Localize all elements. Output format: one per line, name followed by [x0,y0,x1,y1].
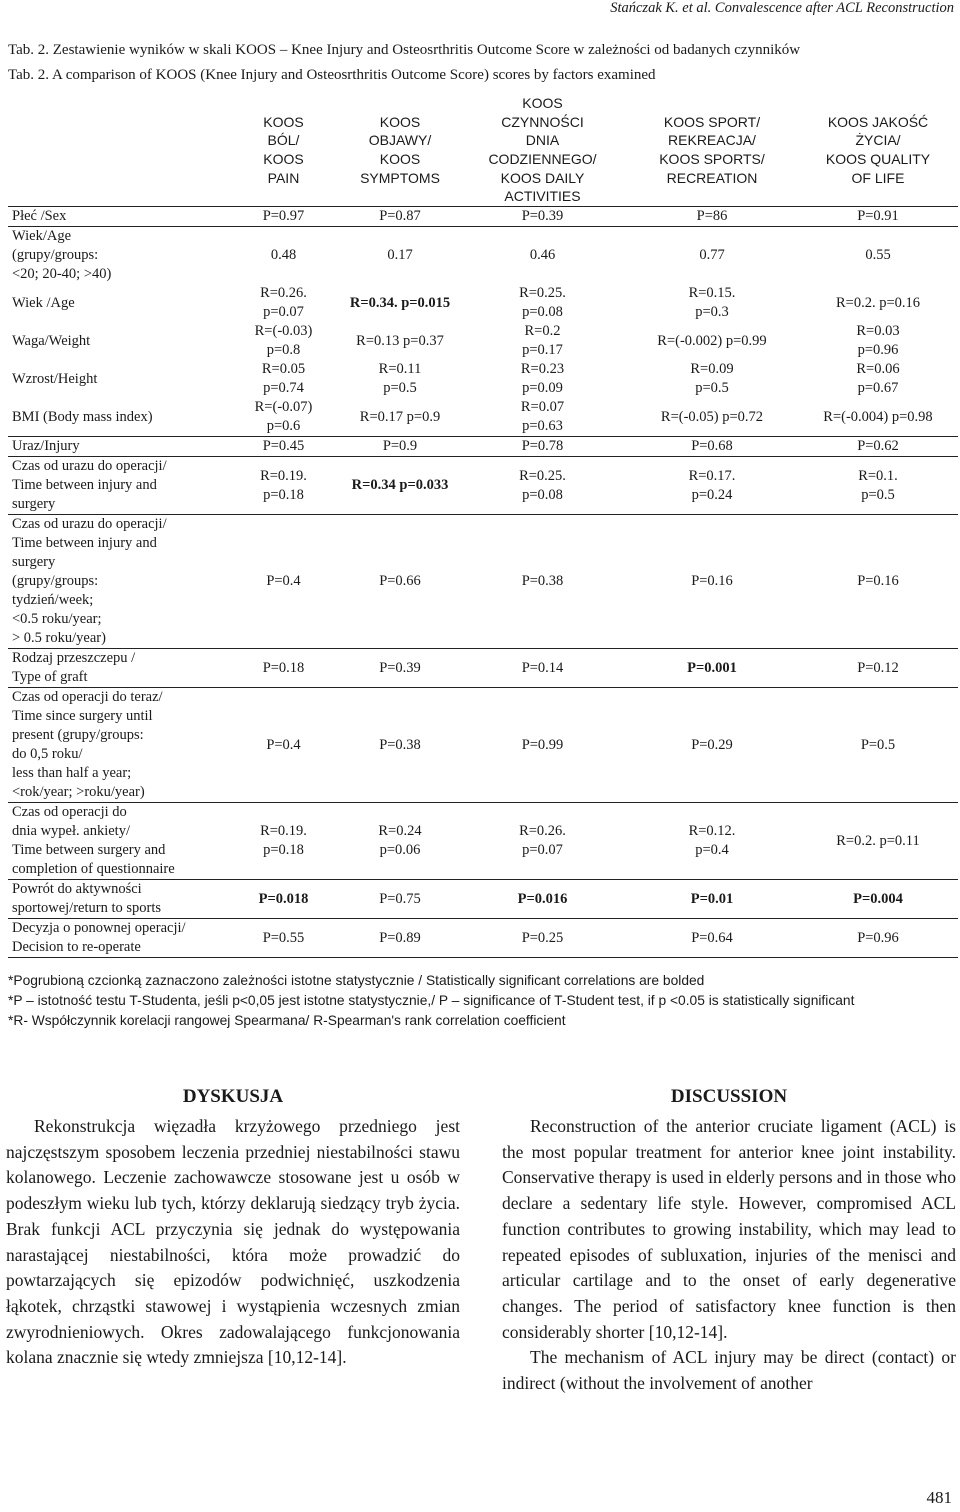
row-label-line: Waga/Weight [12,332,91,349]
cell-value: P=0.66 [379,573,421,589]
table-caption-english: Tab. 2. A comparison of KOOS (Knee Injury and Osteosrthritis Outcome Score) scores by factors examined [8,67,656,83]
column-header-line: OBJAWY/ [368,132,432,149]
row-label-line: Powrót do aktywności [12,881,142,897]
column-header [341,94,459,207]
column-header-line: KOOS QUALITY [825,151,931,167]
page-number: 481 [926,1488,952,1507]
column-header-line: KOOS [263,113,304,130]
table-cell [626,803,798,880]
row-label-line: less than half a year; [12,765,132,781]
table-row [8,688,958,803]
row-label-line: Płeć /Sex [12,208,67,224]
cell-value: p=0.06 [379,842,421,858]
row-label-line: Czas od operacji do teraz/ [12,689,163,705]
table-header-row [8,94,958,207]
table-cell [798,457,958,515]
table-cell [626,688,798,803]
table-row [8,207,958,227]
cell-value: R=0.25. [519,285,566,301]
table-cell [341,457,459,515]
table-cell [626,919,798,958]
row-label-line: surgery [12,496,56,512]
cell-value: R=0.23 [520,361,565,377]
table-cell [798,398,958,437]
cell-value: P=0.25 [521,929,564,946]
column-header-line: KOOS JAKOŚĆ [827,113,929,130]
row-label-line: present (grupy/groups: [12,727,144,743]
cell-value: P=0.99 [521,736,564,753]
table-cell [459,880,626,919]
table-row [8,322,958,360]
cell-value: p=0.4 [695,842,729,858]
table-row [8,515,958,649]
cell-value: P=0.75 [379,890,421,907]
english-column [502,1085,956,1397]
table-cell [459,457,626,515]
table-cell [798,360,958,398]
cell-value: p=0.18 [263,486,304,503]
cell-value: R=0.17. [688,467,736,484]
cell-value: p=0.67 [857,380,899,396]
table-cell [226,284,341,322]
cell-value: R=0.17 p=0.9 [359,408,441,425]
cell-value: P=0.016 [517,890,568,907]
table-cell [459,437,626,457]
table-cell [341,322,459,360]
cell-value: p=0.18 [263,842,304,858]
table-row [8,919,958,958]
cell-value: R=0.26. [519,823,566,839]
table-cell [459,919,626,958]
table-cell [341,515,459,649]
cell-value: p=0.8 [266,342,301,358]
column-header [626,94,798,207]
table-cell [226,688,341,803]
table-cell [798,284,958,322]
cell-value: R=0.34. p=0.015 [349,294,451,311]
table-cell [798,919,958,958]
cell-value: R=(-0.05) p=0.72 [660,408,764,425]
row-label-line: Czas od urazu do operacji/ [12,458,167,474]
table-cell [226,360,341,398]
cell-value: R=0.2. p=0.11 [836,832,920,849]
column-header-line: KOOS [379,151,421,167]
table-cell [798,207,958,227]
row-label-line: <0.5 roku/year; [12,611,102,627]
row-label-line: Czas od operacji do [12,804,127,820]
table-cell [798,437,958,457]
table-cell [226,457,341,515]
cell-value: R=0.24 [378,823,422,839]
section-heading: DYSKUSJA [182,1086,284,1107]
table-cell [226,649,341,688]
row-label-line: Time between injury and [12,535,157,551]
table-cell [226,207,341,227]
table-cell [459,398,626,437]
cell-value: R=(-0.07) [254,399,313,415]
cell-value: p=0.3 [695,304,729,320]
cell-value: p=0.07 [263,304,304,320]
table-cell [798,322,958,360]
table-cell [459,515,626,649]
cell-value: R=0.34 p=0.033 [351,477,449,493]
body-paragraph: Reconstruction of the anterior cruciate ligament (ACL) is the most popular treatment for anterior knee joint instability. Conservative therapy is used in elderly persons and in those who declare a sedentary life style. However, compromised ACL function contributes to growing instability, which may lead to repeated episodes of subluxation, injuries of the menisci and articular cartilage and to the onset of early degenerative changes. The period of satisfactory knee function is then considerably shorter [10,12-14]. [502,1116,956,1342]
column-header-line: REKREACJA/ [668,132,756,149]
cell-value: R=0.03 [856,323,900,339]
table-cell [798,803,958,880]
row-label-line: do 0,5 roku/ [12,746,83,762]
table-row [8,227,958,285]
cell-value: R=(-0.004) p=0.98 [823,408,933,425]
cell-value: P=0.12 [857,659,899,676]
row-label-line: Time between injury and [12,477,157,493]
cell-value: R=0.2. p=0.16 [835,294,921,311]
section-heading: DISCUSSION [670,1086,788,1107]
row-label-line: Decision to re-operate [12,939,141,955]
table-caption-polish: Tab. 2. Zestawienie wyników w skali KOOS – Knee Injury and Osteosrthritis Outcome Score w zależności od badanych czynników [8,42,801,58]
cell-value: P=0.68 [691,438,733,454]
cell-value: P=0.001 [687,659,737,676]
row-label-line: BMI (Body mass index) [12,408,153,425]
cell-value: P=0.4 [266,573,301,589]
column-header-line: DNIA [525,132,560,149]
cell-value: p=0.5 [383,380,417,396]
cell-value: R=0.09 [690,361,734,377]
koos-results-table [8,94,958,958]
column-header-line: KOOS [522,95,563,112]
row-label [8,880,226,919]
table-cell [226,803,341,880]
row-label [8,515,226,649]
cell-value: 0.46 [529,247,556,263]
cell-value: R=0.1. [858,467,898,484]
running-header: Stańczak K. et al. Convalescence after ACL Reconstruction [610,0,954,16]
cell-value: R=0.25. [519,467,566,484]
footnote: *Pogrubioną czcionką zaznaczono zależności istotne statystycznie / Statistically significant correlations are bolded [8,973,705,988]
row-label-line: Type of graft [12,669,88,685]
cell-value: P=0.62 [857,438,899,454]
table-cell [626,322,798,360]
table-cell [341,919,459,958]
cell-value: 0.48 [270,247,297,263]
cell-value: P=0.16 [691,573,733,589]
table-row [8,803,958,880]
cell-value: R=0.05 [261,361,306,377]
table-cell [798,688,958,803]
cell-value: P=0.004 [853,890,903,907]
cell-value: p=0.09 [522,380,563,396]
header-corner [8,94,226,207]
cell-value: p=0.63 [522,418,563,434]
cell-value: P=0.018 [258,890,309,907]
row-label-line: <rok/year; >roku/year) [12,784,145,800]
cell-value: p=0.5 [695,380,729,396]
table-cell [226,227,341,285]
table-cell [626,360,798,398]
cell-value: P=0.96 [857,929,899,946]
column-header-line: ŻYCIA/ [855,132,901,149]
column-header [459,94,626,207]
table-cell [798,515,958,649]
table-cell [626,649,798,688]
cell-value: p=0.17 [522,342,563,358]
table-cell [459,284,626,322]
row-label [8,803,226,880]
row-label [8,457,226,515]
column-header-line: OF LIFE [851,169,905,186]
column-header-line: KOOS SPORT/ [663,113,761,130]
cell-value: R=0.19. [260,467,307,484]
table-row [8,457,958,515]
cell-value: P=0.45 [262,438,305,454]
table-cell [226,919,341,958]
polish-column [6,1085,460,1371]
table-cell [626,437,798,457]
footnote: *R- Współczynnik korelacji rangowej Spearmana/ R-Spearman's rank correlation coefficient [8,1013,566,1028]
row-label-line: completion of questionnaire [12,861,175,877]
cell-value: R=0.06 [856,361,900,377]
table-cell [459,207,626,227]
cell-value: p=0.96 [857,342,899,358]
cell-value: p=0.74 [263,380,304,396]
cell-value: p=0.07 [522,842,563,858]
table-cell [341,284,459,322]
cell-value: P=0.55 [262,929,305,946]
table-row [8,284,958,322]
cell-value: P=0.18 [262,659,305,676]
row-label [8,437,226,457]
column-header-line: ACTIVITIES [504,188,581,205]
table-cell [341,398,459,437]
table-row [8,880,958,919]
cell-value: P=0.39 [379,659,421,676]
cell-value: R=0.15. [688,285,736,301]
table-cell [626,207,798,227]
table-row [8,437,958,457]
cell-value: R=0.26. [260,285,307,301]
cell-value: P=86 [696,208,728,224]
row-label-line: Rodzaj przeszczepu / [12,650,136,666]
table-row [8,398,958,437]
row-label-line: <20; 20-40; >40) [12,266,112,282]
table-cell [226,398,341,437]
table-cell [341,880,459,919]
cell-value: R=0.11 [378,361,422,377]
row-label [8,360,226,398]
row-label-line: (grupy/groups: [12,573,99,589]
row-label-line: dnia wypeł. ankiety/ [12,823,130,839]
table-footnotes [8,971,854,1031]
table-row [8,360,958,398]
row-label-line: Time since surgery until [12,708,153,724]
cell-value: p=0.6 [266,418,301,434]
cell-value: p=0.24 [691,486,733,503]
cell-value: P=0.16 [857,573,899,589]
row-label-line: Wiek /Age [12,294,75,311]
row-label-line: (grupy/groups: [12,247,99,263]
column-header-line: PAIN [267,169,300,186]
row-label [8,284,226,322]
row-label-line: tydzień/week; [12,592,94,608]
cell-value: R=0.13 p=0.37 [356,332,444,349]
cell-value: 0.55 [865,247,891,263]
cell-value: p=0.5 [861,486,895,503]
cell-value: R=0.19. [260,823,307,839]
cell-value: P=0.38 [379,736,421,753]
row-label-line: sportowej/return to sports [12,900,162,916]
table-cell [798,227,958,285]
column-header [798,94,958,207]
body-paragraph: The mechanism of ACL injury may be direct (contact) or indirect (without the involvement of another [502,1347,956,1394]
table-cell [341,688,459,803]
column-header-line: KOOS [379,113,421,130]
row-label-line: Czas od urazu do operacji/ [12,516,167,532]
table-cell [459,803,626,880]
table-cell [798,880,958,919]
cell-value: P=0.91 [857,208,899,224]
table-cell [341,437,459,457]
cell-value: 0.17 [387,247,413,263]
column-header-line: BÓL/ [267,132,300,149]
row-label [8,207,226,227]
cell-value: P=0.4 [266,736,301,753]
cell-value: R=(-0.002) p=0.99 [657,332,767,349]
table-cell [459,688,626,803]
table-cell [626,284,798,322]
cell-value: p=0.08 [522,486,563,503]
column-header-line: KOOS SPORTS/ [659,151,765,167]
row-label [8,919,226,958]
table-cell [226,437,341,457]
table-cell [626,457,798,515]
column-header [226,94,341,207]
cell-value: P=0.38 [521,573,564,589]
table-cell [341,360,459,398]
column-header-line: KOOS DAILY [500,169,585,186]
row-label [8,227,226,285]
cell-value: 0.77 [699,247,725,263]
cell-value: P=0.01 [690,890,734,907]
table-cell [626,880,798,919]
cell-value: P=0.78 [521,438,564,454]
cell-value: P=0.39 [521,208,564,224]
table-cell [459,649,626,688]
table-cell [226,515,341,649]
table-cell [626,398,798,437]
cell-value: R=0.07 [520,399,565,415]
table-cell [226,322,341,360]
row-label [8,398,226,437]
cell-value: P=0.14 [521,659,564,676]
cell-value: R=0.12. [688,823,736,839]
cell-value: P=0.9 [382,438,418,454]
cell-value: R=0.2 [524,323,561,339]
row-label [8,322,226,360]
body-paragraph: Rekonstrukcja więzadła krzyżowego przedniego jest najczęstszym sposobem leczenia przedniej niestabilności stawu kolanowego. Leczenie zachowawcze stosowane jest u osób w podeszłym wieku lub tych, którzy deklarują siedzący tryb życia. Brak funkcji ACL przyczynia się jednak do występowania narastającej niestabilności, która może prowadzić do powtarzających się epizodów podwichnięć, uszkodzenia łąkotek, chrząstki stawowej i wystąpienia wczesnych zmian zwyrodnieniowych. Okres zadowalającego funkcjonowania kolana znacznie się wtedy zmniejsza [10,12-14]. [6,1116,460,1368]
table-cell [226,880,341,919]
table-cell [459,360,626,398]
cell-value: P=0.64 [691,929,733,946]
cell-value: p=0.08 [522,304,563,320]
table-cell [341,207,459,227]
row-label-line: Uraz/Injury [12,438,80,454]
table-cell [459,322,626,360]
column-header-line: RECREATION [666,169,758,186]
footnote: *P – istotność testu T-Studenta, jeśli p<0,05 jest istotne statystycznie,/ P – significance of T-Student test, if p <0.05 is statistically significant [8,993,855,1008]
row-label [8,649,226,688]
column-header-line: KOOS [263,151,304,167]
row-label-line: > 0.5 roku/year) [12,630,106,646]
row-label [8,688,226,803]
row-label-line: Decyzja o ponownej operacji/ [12,920,186,936]
table-cell [626,227,798,285]
cell-value: P=0.97 [262,208,305,224]
column-header-line: CODZIENNEGO/ [488,151,597,167]
table-cell [341,227,459,285]
column-header-line: SYMPTOMS [360,169,440,186]
table-row [8,649,958,688]
cell-value: P=0.89 [379,929,421,946]
row-label-line: Wiek/Age [12,228,72,244]
cell-value: P=0.87 [379,208,421,224]
column-header-line: CZYNNOŚCI [501,113,584,130]
row-label-line: Time between surgery and [12,842,166,858]
table-cell [341,803,459,880]
table-cell [798,649,958,688]
table-cell [341,649,459,688]
cell-value: P=0.29 [691,736,733,753]
cell-value: P=0.5 [860,736,896,753]
cell-value: R=(-0.03) [254,323,313,339]
row-label-line: surgery [12,554,56,570]
row-label-line: Wzrost/Height [12,370,98,387]
table-cell [459,227,626,285]
table-cell [626,515,798,649]
